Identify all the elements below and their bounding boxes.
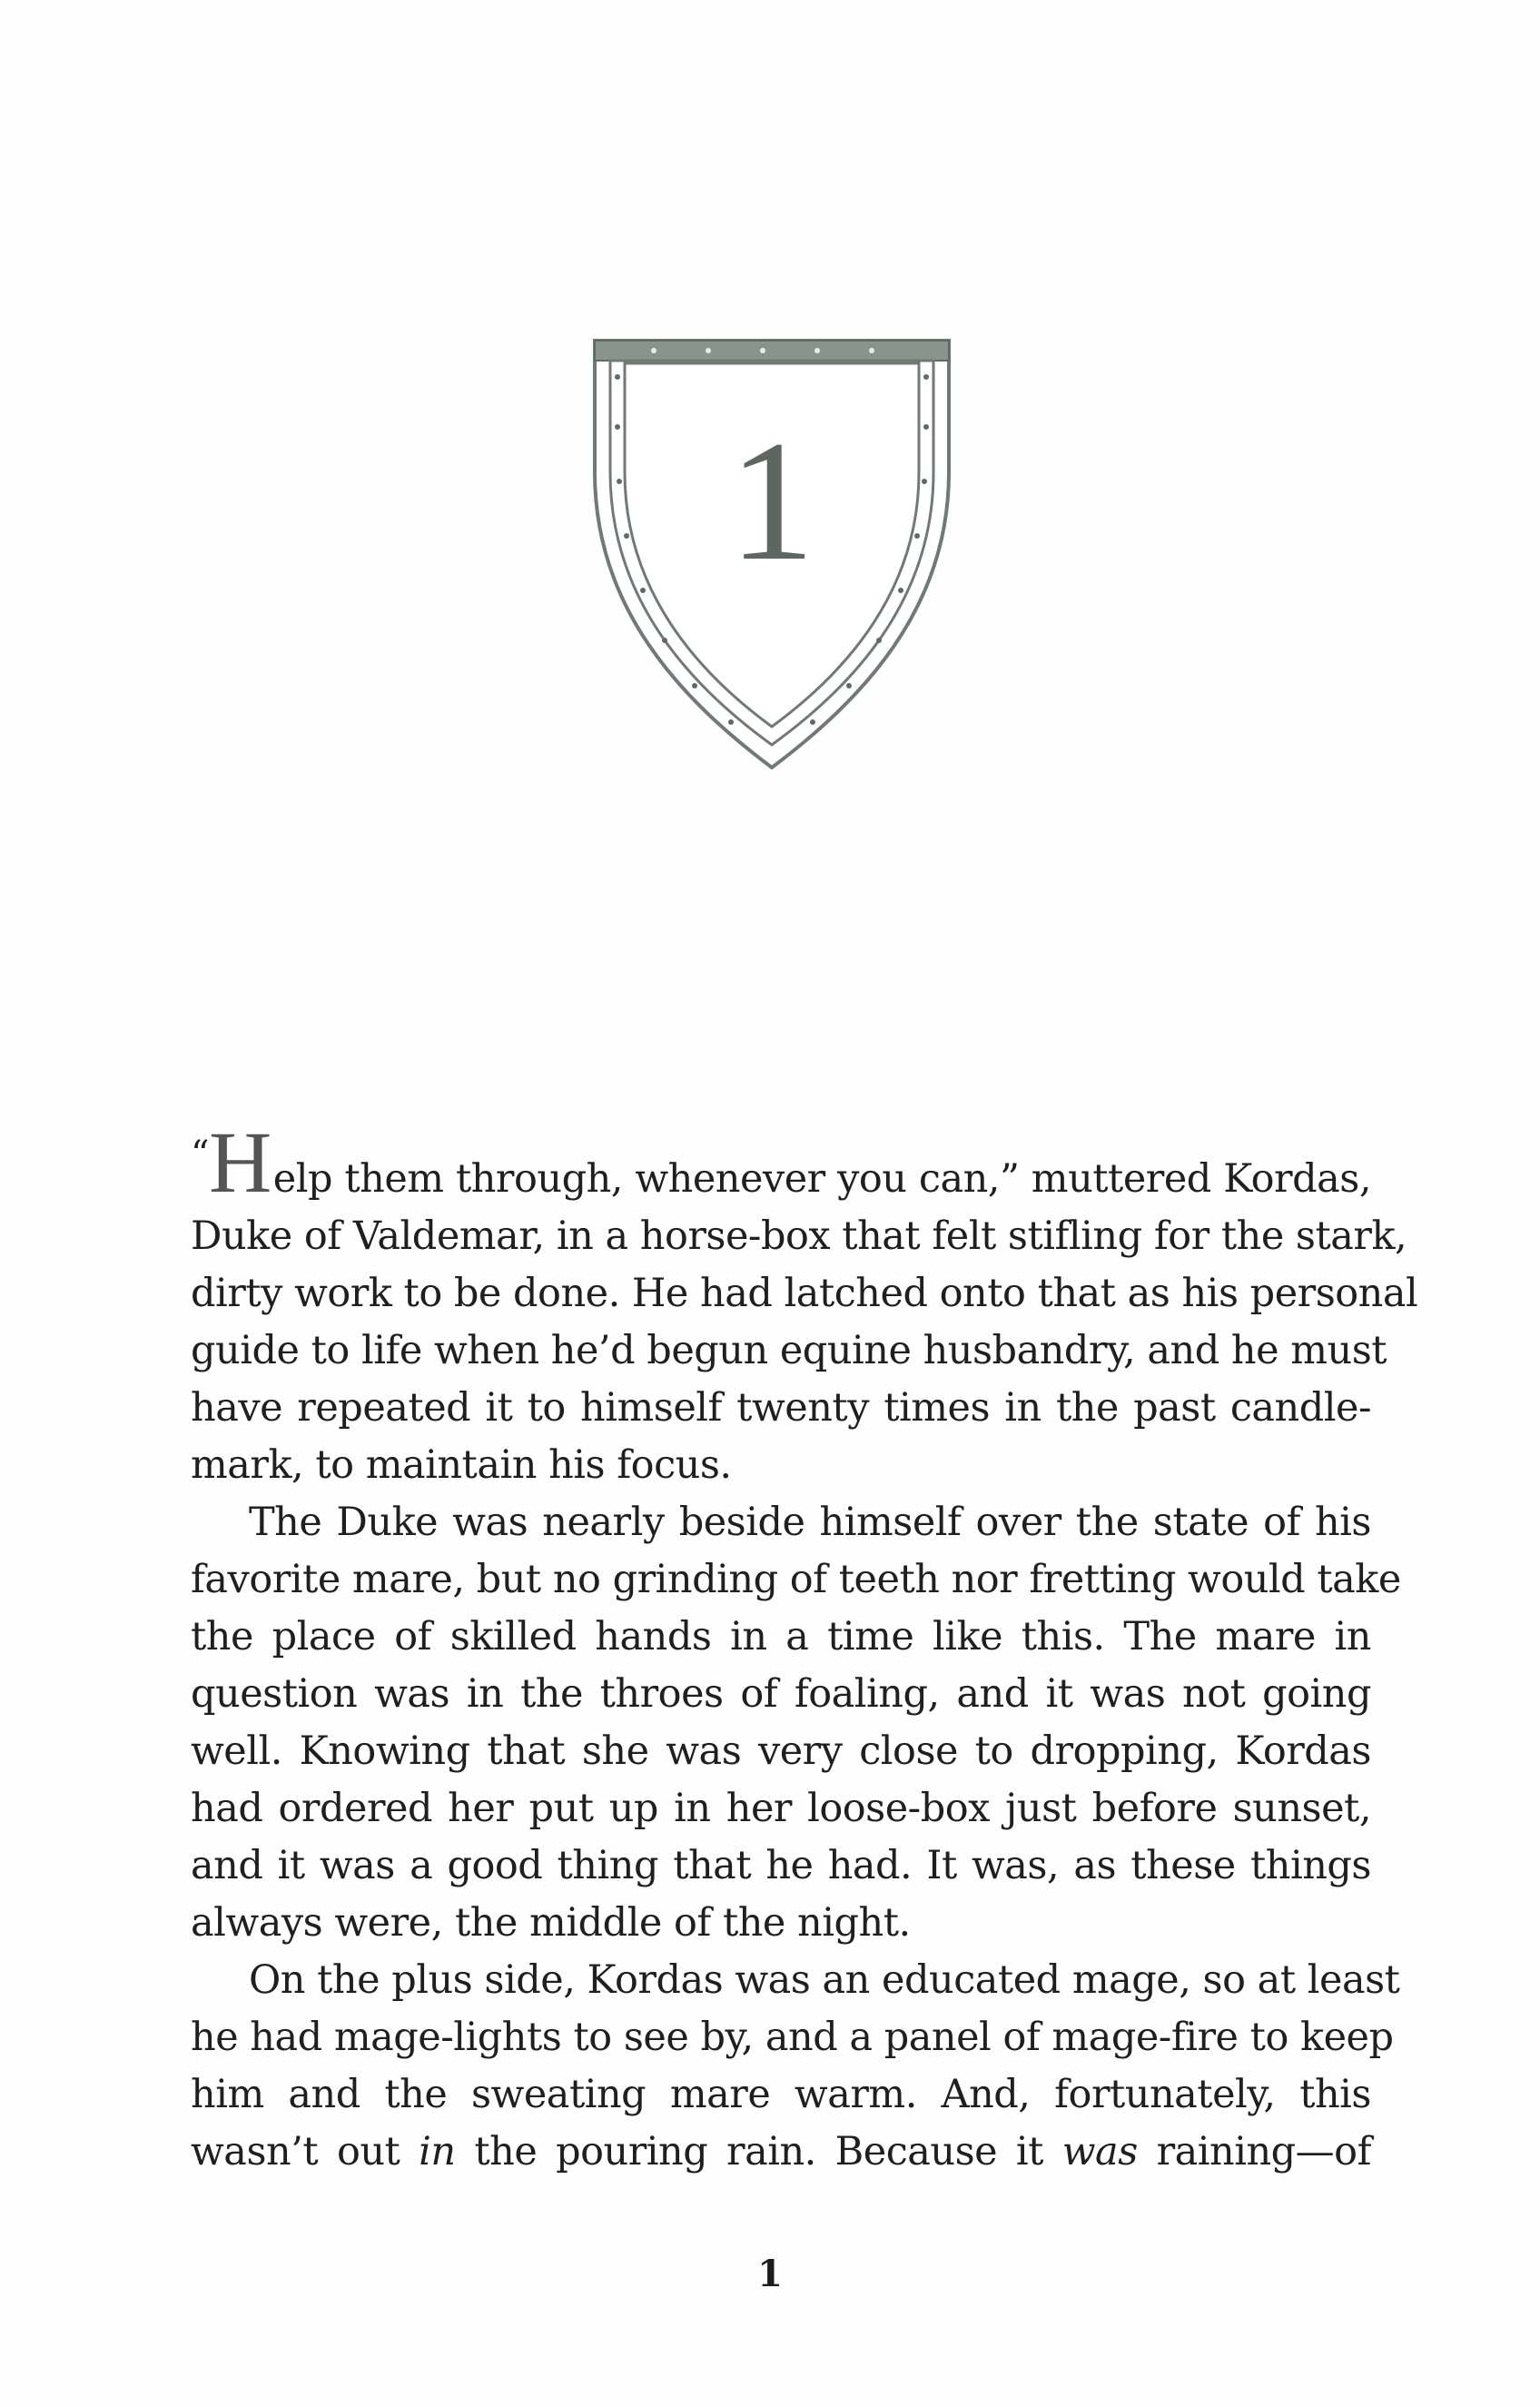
opening-quote: “ [191, 1134, 209, 1175]
line-text: wasn’t out [191, 2129, 420, 2174]
text-line: the place of skilled hands in a time like this. The mare in [191, 1614, 1371, 1659]
text-line: The Duke was nearly beside himself over the state of his [249, 1500, 1371, 1545]
drop-cap: H [208, 1114, 271, 1211]
text-line: have repeated it to himself twenty times in the past candle- [191, 1385, 1371, 1431]
chapter-body [191, 1114, 1418, 2181]
text-line: well. Knowing that she was very close to dropping, Kordas [191, 1728, 1371, 1774]
text-line [191, 1114, 1371, 1211]
page-number: 1 [757, 2253, 783, 2295]
line-text: raining—of [1137, 2129, 1371, 2174]
text-line: always were, the middle of the night. [191, 1900, 911, 1946]
paragraph-1 [191, 1114, 1418, 1494]
text-line: had ordered her put up in her loose-box just before sunset, [191, 1786, 1371, 1831]
line-text: the pouring rain. Because it [455, 2129, 1062, 2174]
paragraph-3 [191, 1952, 1400, 2181]
text-line: Duke of Valdemar, in a horse-box that felt stifling for the stark, [191, 1213, 1407, 1259]
text-line: dirty work to be done. He had latched onto that as his personal [191, 1271, 1418, 1316]
text-line [191, 2124, 1371, 2181]
emphasis-text: in [419, 2129, 456, 2174]
emphasis-text: was [1061, 2129, 1138, 2174]
paragraph-2 [191, 1494, 1401, 1952]
text-line: On the plus side, Kordas was an educated mage, so at least [249, 1957, 1400, 2003]
text-line: he had mage-lights to see by, and a panel of mage-fire to keep [191, 2015, 1394, 2060]
text-line: mark, to maintain his focus. [191, 1442, 732, 1488]
chapter-shield-emblem [590, 336, 953, 772]
text-line: favorite mare, but no grinding of teeth nor fretting would take [191, 1557, 1401, 1602]
text-line: question was in the throes of foaling, and it was not going [191, 1671, 1371, 1717]
line-text: elp them through, whenever you can,” muttered Kordas, [272, 1156, 1371, 1202]
text-line: guide to life when he’d begun equine husbandry, and he must [191, 1328, 1387, 1373]
text-line: him and the sweating mare warm. And, fortunately, this [191, 2072, 1371, 2117]
text-line: and it was a good thing that he had. It was, as these things [191, 1843, 1371, 1888]
chapter-number: 1 [728, 406, 815, 597]
